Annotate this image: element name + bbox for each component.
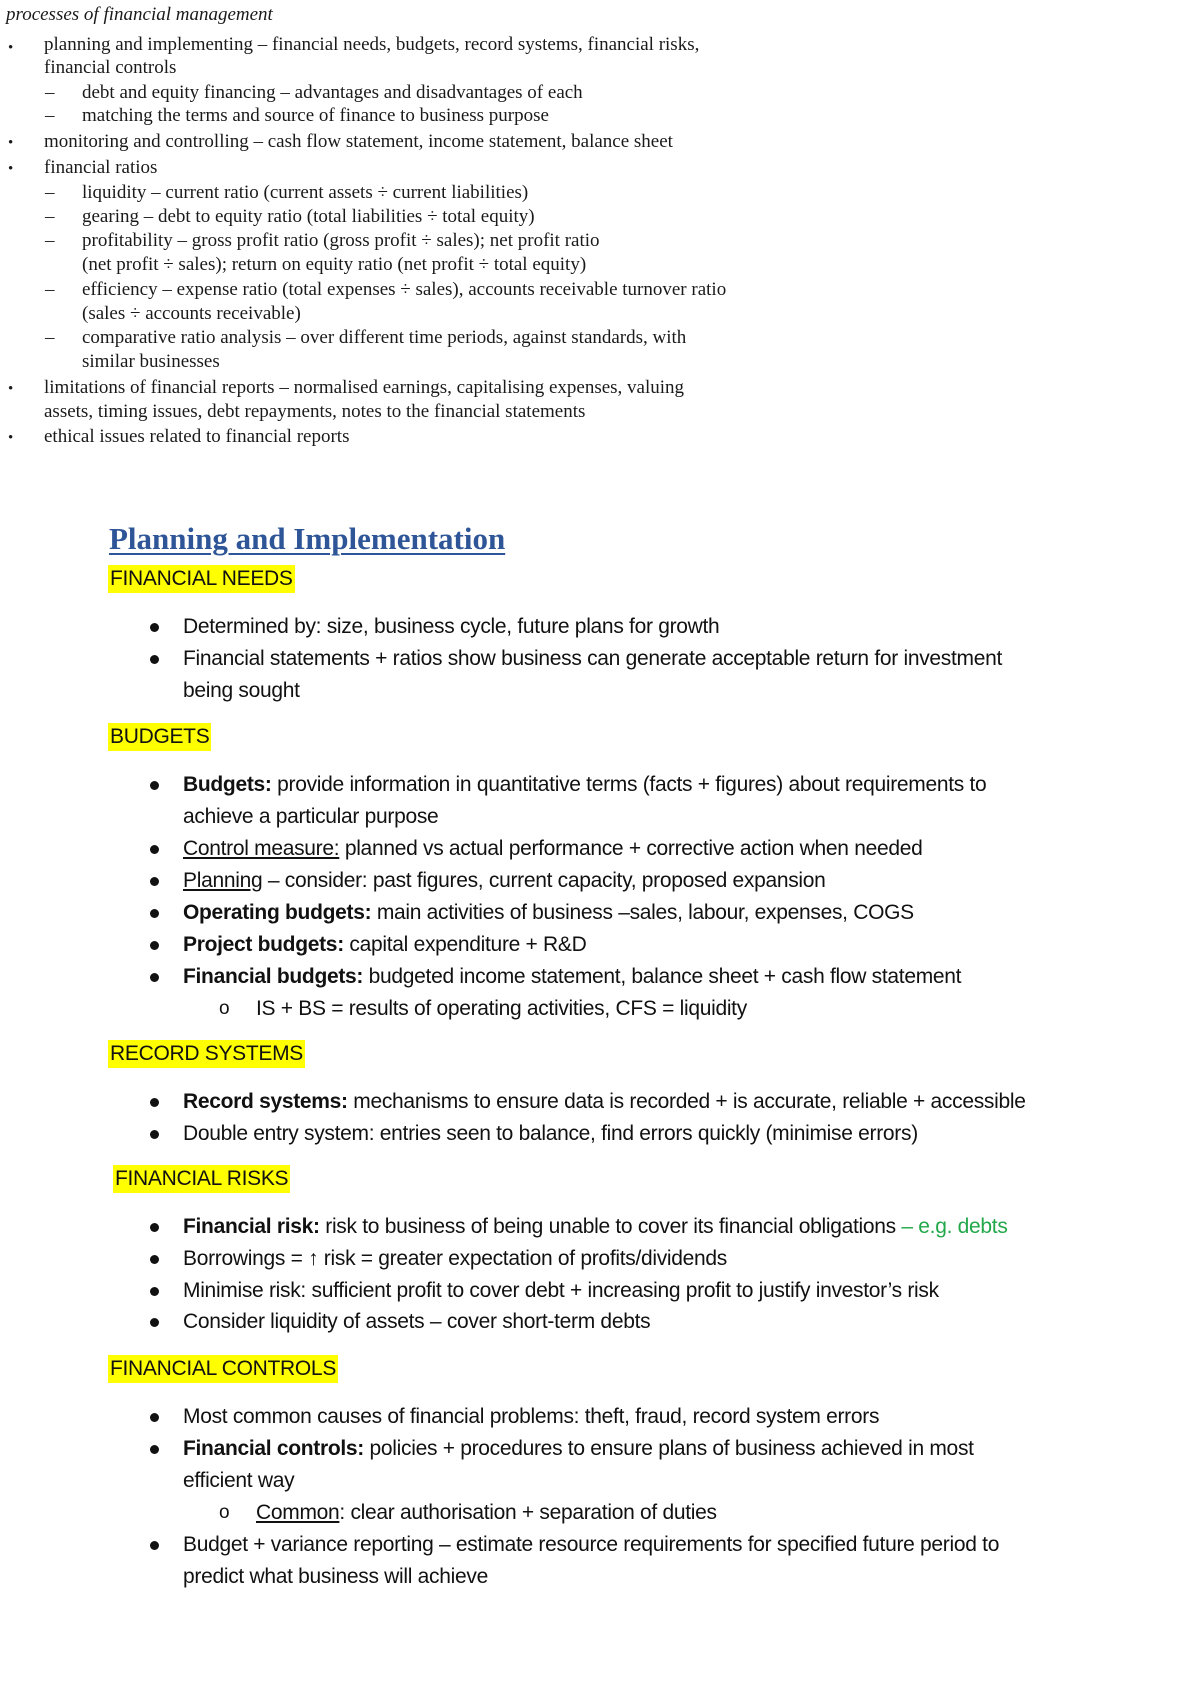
- syllabus-line: financial ratios: [44, 157, 158, 178]
- dash-icon: –: [45, 279, 55, 300]
- term-label: Control measure:: [183, 837, 340, 860]
- term-label: Financial budgets:: [183, 965, 364, 988]
- syllabus-line: (sales ÷ accounts receivable): [82, 303, 301, 324]
- syllabus-line: limitations of financial reports – normalised earnings, capitalising expenses, valuing: [44, 377, 685, 398]
- syllabus-line: ethical issues related to financial reports: [44, 426, 350, 447]
- heading-financial-controls: FINANCIAL CONTROLS: [108, 1355, 338, 1383]
- syllabus-line: profitability – gross profit ratio (gross profit ÷ sales); net profit ratio: [82, 230, 600, 251]
- bullet-icon: •: [8, 40, 14, 56]
- syllabus-line: planning and implementing – financial needs, budgets, record systems, financial risks,: [44, 34, 700, 55]
- sub-bullet-icon: o: [219, 1502, 230, 1523]
- syllabus-line: similar businesses: [82, 351, 220, 372]
- list-item: Double entry system: entries seen to balance, find errors quickly (minimise errors): [183, 1122, 918, 1145]
- syllabus-line: matching the terms and source of finance to business purpose: [82, 105, 549, 126]
- heading-financial-risks: FINANCIAL RISKS: [113, 1165, 290, 1193]
- bullet-icon: [150, 877, 159, 886]
- syllabus-line: assets, timing issues, debt repayments, notes to the financial statements: [44, 401, 586, 422]
- bullet-icon: [150, 1318, 159, 1327]
- page-title: Planning and Implementation: [109, 521, 506, 556]
- term-text: mechanisms to ensure data is recorded + is accurate, reliable + accessible: [347, 1090, 1026, 1113]
- dash-icon: –: [45, 105, 55, 126]
- list-item: [183, 833, 922, 865]
- term-label: Record systems:: [183, 1090, 348, 1113]
- list-item: Minimise risk: sufficient profit to cover debt + increasing profit to justify investor’s risk: [183, 1279, 939, 1302]
- term-label: Budgets:: [183, 773, 272, 796]
- syllabus-line: efficiency – expense ratio (total expenses ÷ sales), accounts receivable turnover ratio: [82, 279, 727, 300]
- bullet-icon: [150, 1445, 159, 1454]
- term-text: main activities of business –sales, labour, expenses, COGS: [371, 901, 914, 924]
- list-item: [183, 865, 826, 897]
- bullet-icon: [150, 1098, 159, 1107]
- dash-icon: –: [45, 82, 55, 103]
- term-label: Financial controls:: [183, 1437, 364, 1460]
- list-item-continuation: efficient way: [183, 1469, 295, 1492]
- example-text: – e.g. debts: [895, 1215, 1008, 1238]
- bullet-icon: [150, 1255, 159, 1264]
- term-text: risk to business of being unable to cover its financial obligations: [319, 1215, 896, 1238]
- term-text: capital expenditure + R&D: [343, 933, 587, 956]
- term-text: policies + procedures to ensure plans of business achieved in most: [364, 1437, 974, 1460]
- bullet-icon: [150, 1130, 159, 1139]
- term-label: Financial risk:: [183, 1215, 320, 1238]
- term-text: provide information in quantitative terms (facts + figures) about requirements to: [271, 773, 987, 796]
- term-text: budgeted income statement, balance sheet + cash flow statement: [363, 965, 962, 988]
- bullet-icon: [150, 655, 159, 664]
- syllabus-line: (net profit ÷ sales); return on equity ratio (net profit ÷ total equity): [82, 254, 587, 275]
- syllabus-line: monitoring and controlling – cash flow statement, income statement, balance sheet: [44, 131, 673, 152]
- sub-bullet-icon: o: [219, 998, 230, 1019]
- dash-icon: –: [45, 230, 55, 251]
- dash-icon: –: [45, 182, 55, 203]
- bullet-icon: [150, 623, 159, 632]
- term-label: Common: [256, 1501, 340, 1524]
- list-item: [183, 961, 961, 993]
- list-item: Financial statements + ratios show business can generate acceptable return for investment: [183, 647, 1003, 670]
- term-text: planned vs actual performance + corrective action when needed: [339, 837, 923, 860]
- bullet-icon: •: [8, 430, 14, 446]
- bullet-icon: [150, 1223, 159, 1232]
- sub-list-item: IS + BS = results of operating activities, CFS = liquidity: [256, 997, 747, 1020]
- syllabus-title: processes of financial management: [6, 4, 273, 25]
- bullet-icon: [150, 973, 159, 982]
- heading-financial-needs: FINANCIAL NEEDS: [108, 565, 295, 593]
- bullet-icon: •: [8, 135, 14, 151]
- bullet-icon: [150, 1287, 159, 1296]
- bullet-icon: [150, 909, 159, 918]
- bullet-icon: [150, 941, 159, 950]
- term-text: – consider: past figures, current capacity, proposed expansion: [262, 869, 826, 892]
- bullet-icon: [150, 1413, 159, 1422]
- bullet-icon: [150, 1541, 159, 1550]
- term-label: Operating budgets:: [183, 901, 372, 924]
- syllabus-line: financial controls: [44, 57, 177, 78]
- list-item: Budget + variance reporting – estimate resource requirements for specified future period to: [183, 1533, 1000, 1556]
- list-item: Borrowings = ↑ risk = greater expectation of profits/dividends: [183, 1247, 728, 1270]
- term-text: : clear authorisation + separation of duties: [339, 1501, 717, 1524]
- list-item: [183, 769, 986, 801]
- bullet-icon: [150, 845, 159, 854]
- list-item: Determined by: size, business cycle, future plans for growth: [183, 615, 720, 638]
- list-item: Consider liquidity of assets – cover short-term debts: [183, 1310, 651, 1333]
- bullet-icon: •: [8, 381, 14, 397]
- list-item-continuation: being sought: [183, 679, 300, 702]
- bullet-icon: [150, 781, 159, 790]
- heading-budgets: BUDGETS: [108, 723, 211, 751]
- list-item-continuation: achieve a particular purpose: [183, 805, 439, 828]
- syllabus-line: comparative ratio analysis – over different time periods, against standards, with: [82, 327, 687, 348]
- list-item: Most common causes of financial problems: theft, fraud, record system errors: [183, 1405, 880, 1428]
- term-label: Project budgets:: [183, 933, 344, 956]
- sub-list-item: [256, 1497, 717, 1529]
- syllabus-line: gearing – debt to equity ratio (total liabilities ÷ total equity): [82, 206, 535, 227]
- list-item: [183, 1211, 1008, 1243]
- term-label: Planning: [183, 869, 263, 892]
- heading-record-systems: RECORD SYSTEMS: [108, 1040, 305, 1068]
- dash-icon: –: [45, 327, 55, 348]
- list-item: [183, 897, 914, 929]
- dash-icon: –: [45, 206, 55, 227]
- list-item: [183, 1433, 974, 1465]
- syllabus-line: liquidity – current ratio (current assets ÷ current liabilities): [82, 182, 529, 203]
- list-item: [183, 929, 586, 961]
- list-item-continuation: predict what business will achieve: [183, 1565, 488, 1588]
- syllabus-line: debt and equity financing – advantages and disadvantages of each: [82, 82, 583, 103]
- list-item: [183, 1086, 1026, 1118]
- bullet-icon: •: [8, 161, 14, 177]
